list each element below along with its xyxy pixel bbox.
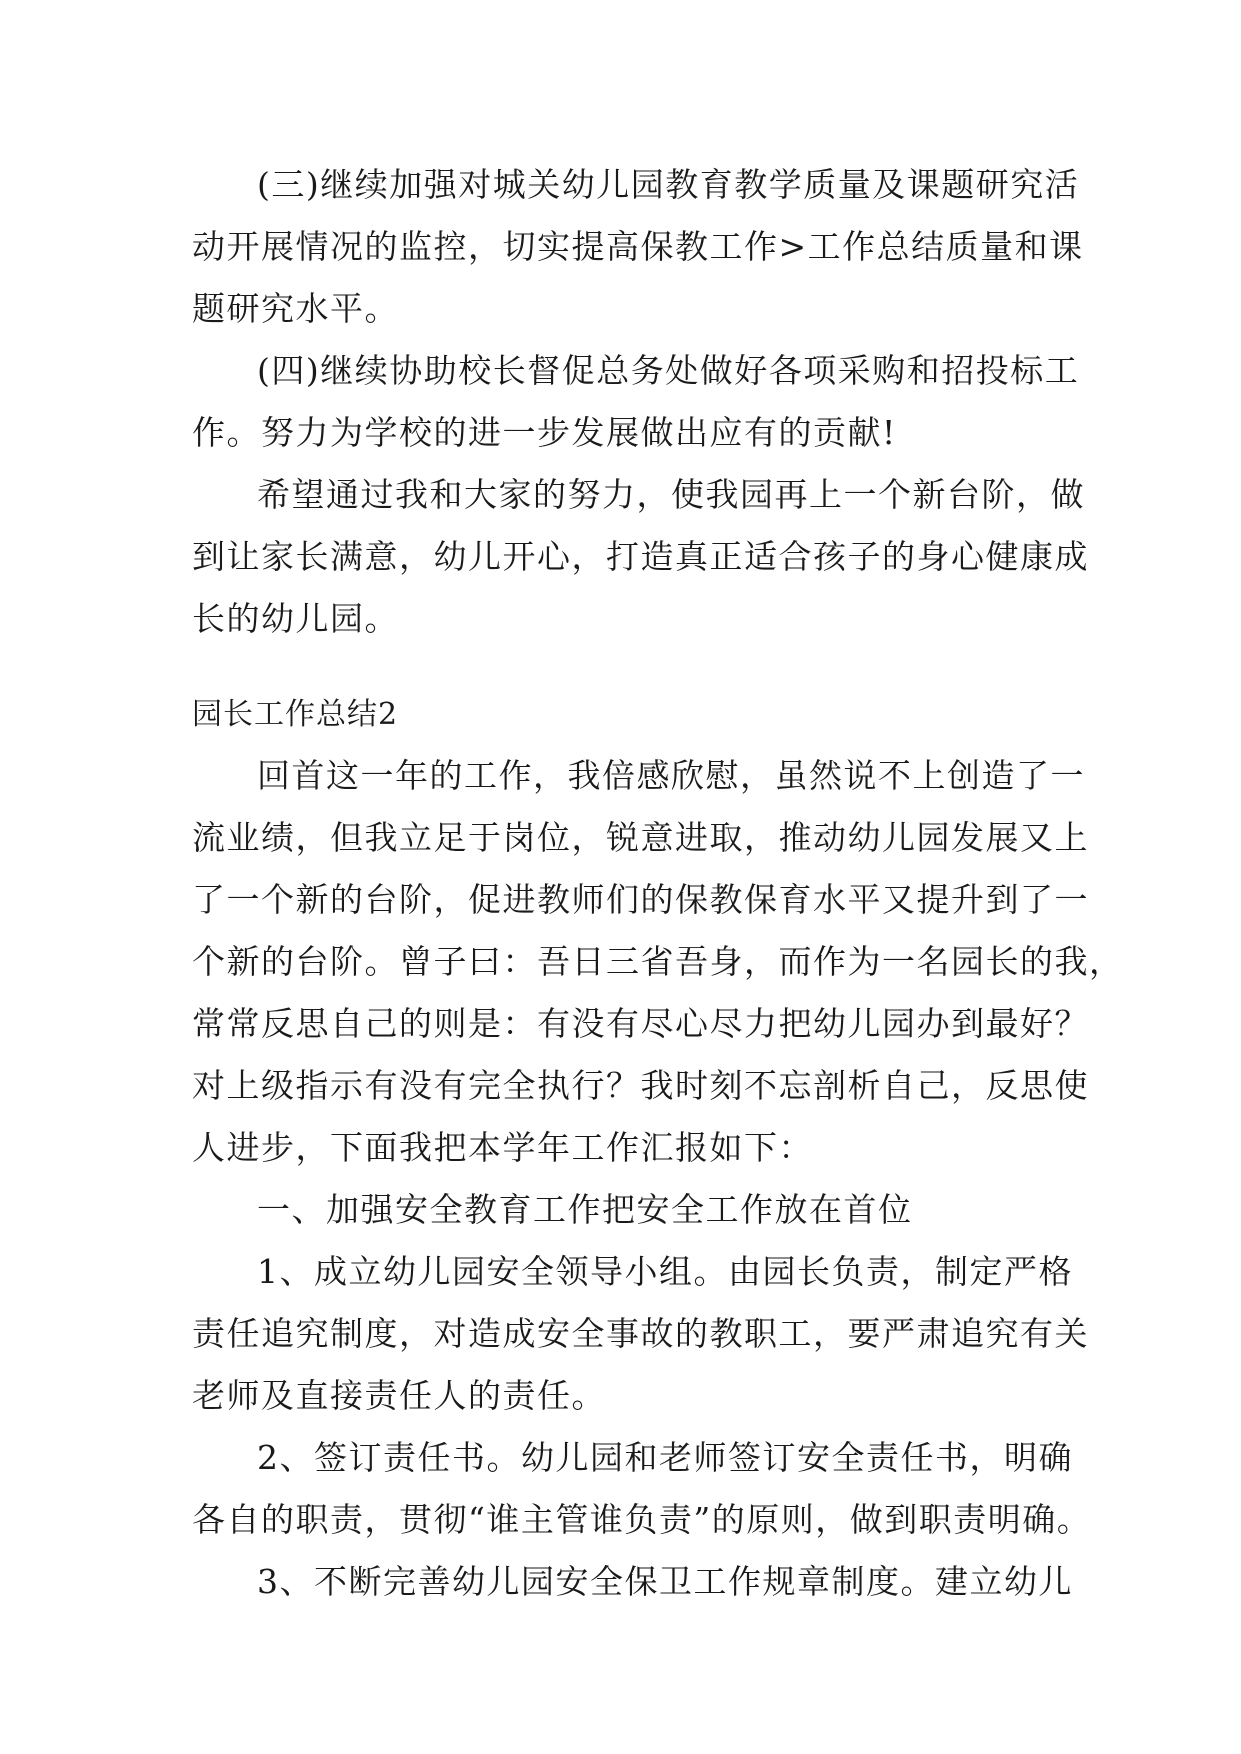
intro-line-3: 了一个新的台阶，促进教师们的保教保育水平又提升到了一 [192, 880, 1089, 919]
paragraph-hope-line-1: 希望通过我和大家的努力，使我园再上一个新台阶，做 [257, 475, 1085, 514]
paragraph-hope-line-3: 长的幼儿园。 [192, 599, 399, 638]
paragraph-3-line-2: 动开展情况的监控，切实提高保教工作>工作总结质量和课 [192, 227, 1084, 266]
item-1-line-1: 1、成立幼儿园安全领导小组。由园长负责，制定严格 [257, 1252, 1073, 1291]
intro-line-4: 个新的台阶。曾子曰：吾日三省吾身，而作为一名园长的我， [192, 942, 1124, 981]
item-1-line-2: 责任追究制度，对造成安全事故的教职工，要严肃追究有关 [192, 1314, 1089, 1353]
paragraph-hope-line-2: 到让家长满意，幼儿开心，打造真正适合孩子的身心健康成 [192, 537, 1089, 576]
subheading-1: 一、加强安全教育工作把安全工作放在首位 [257, 1190, 913, 1229]
intro-line-5: 常常反思自己的则是：有没有尽心尽力把幼儿园办到最好？ [192, 1004, 1089, 1043]
intro-line-6: 对上级指示有没有完全执行？我时刻不忘剖析自己，反思使 [192, 1066, 1089, 1105]
intro-line-2: 流业绩，但我立足于岗位，锐意进取，推动幼儿园发展又上 [192, 818, 1089, 857]
item-2-line-1: 2、签订责任书。幼儿园和老师签订安全责任书，明确 [257, 1438, 1073, 1477]
paragraph-4-line-1: (四)继续协助校长督促总务处做好各项采购和招投标工 [257, 351, 1080, 390]
item-3-line-1: 3、不断完善幼儿园安全保卫工作规章制度。建立幼儿 [257, 1562, 1073, 1601]
paragraph-4-line-2: 作。努力为学校的进一步发展做出应有的贡献! [192, 413, 897, 452]
item-1-line-3: 老师及直接责任人的责任。 [192, 1376, 606, 1415]
paragraph-3-line-1: (三)继续加强对城关幼儿园教育教学质量及课题研究活 [257, 165, 1080, 204]
item-2-line-2: 各自的职责，贯彻“谁主管谁负责”的原则，做到职责明确。 [192, 1500, 1092, 1539]
section-title: 园长工作总结2 [192, 697, 399, 732]
paragraph-3-line-3: 题研究水平。 [192, 289, 399, 328]
intro-line-1: 回首这一年的工作，我倍感欣慰，虽然说不上创造了一 [257, 756, 1085, 795]
intro-line-7: 人进步，下面我把本学年工作汇报如下： [192, 1128, 813, 1167]
